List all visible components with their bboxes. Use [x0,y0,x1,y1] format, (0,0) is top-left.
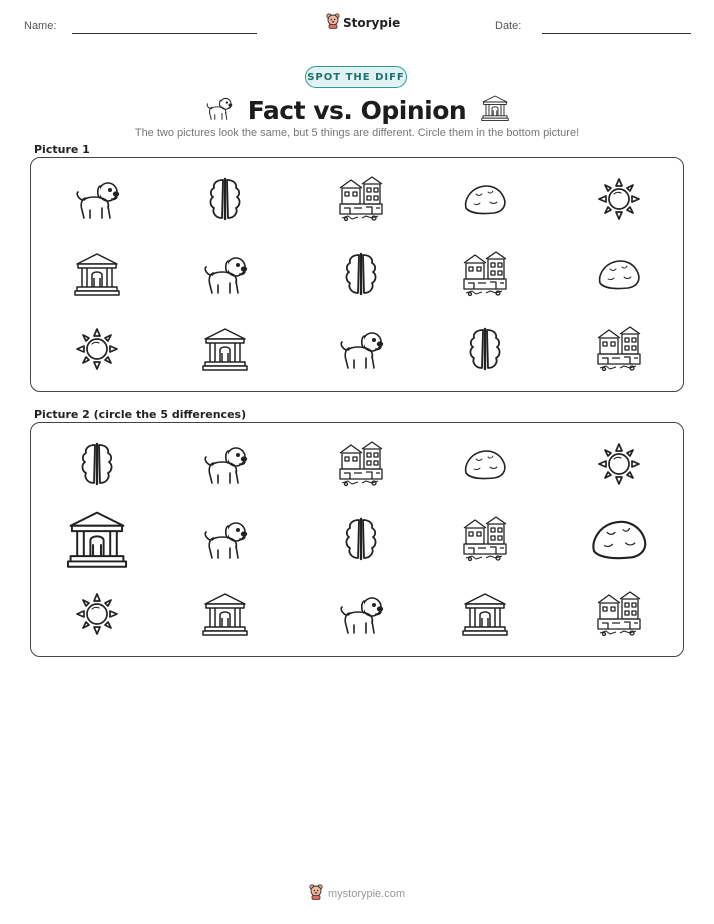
storypie-bear-logo-icon [309,884,323,903]
picture-1-panel [30,157,684,392]
date-line[interactable] [542,33,691,34]
picture-1-rock-icon [460,174,510,224]
name-label: Name: [24,20,57,32]
picture-2-brain-icon[interactable] [72,439,122,489]
instructions: The two pictures look the same, but 5 things are different. Circle them in the bottom picture! [134,127,580,139]
picture-1-town-icon [336,174,386,224]
picture-1-museum-icon [200,324,250,374]
picture-1-puppy-icon [72,174,122,224]
picture-2-museum-icon[interactable] [460,589,510,639]
footer [0,884,714,903]
page-title: Fact vs. Opinion [247,95,467,125]
puppy-icon [204,93,234,127]
picture-1-sun-icon [594,174,644,224]
picture-1-brain-icon [200,174,250,224]
picture-1-puppy-icon [336,324,386,374]
storypie-bear-logo-icon [326,13,340,32]
date-label: Date: [495,20,522,32]
museum-icon [480,93,510,127]
picture-2-museum-icon[interactable] [64,506,130,572]
picture-2-puppy-icon[interactable] [336,589,386,639]
picture-1-town-icon [460,249,510,299]
brand-logo [326,13,400,32]
picture-2-rock-icon[interactable] [586,506,652,572]
picture-2-rock-icon[interactable] [460,439,510,489]
picture-2-town-icon[interactable] [594,589,644,639]
picture-2-town-icon[interactable] [460,514,510,564]
picture-2-panel[interactable] [30,422,684,657]
picture-1-label: Picture 1 [34,143,90,156]
activity-badge: SPOT THE DIFF [305,66,407,88]
picture-2-brain-icon[interactable] [336,514,386,564]
picture-2-sun-icon[interactable] [72,589,122,639]
picture-1-brain-icon [460,324,510,374]
picture-2-label: Picture 2 (circle the 5 differences) [34,408,247,421]
picture-2-puppy-icon[interactable] [200,439,250,489]
picture-2-town-icon[interactable] [336,439,386,489]
name-line[interactable] [72,33,257,34]
title-row [0,92,714,128]
picture-1-puppy-icon [200,249,250,299]
picture-1-brain-icon [336,249,386,299]
picture-1-town-icon [594,324,644,374]
picture-1-sun-icon [72,324,122,374]
picture-2-sun-icon[interactable] [594,439,644,489]
picture-1-museum-icon [72,249,122,299]
picture-2-museum-icon[interactable] [200,589,250,639]
footer-url: mystorypie.com [327,887,406,900]
brand-name: Storypie [343,15,401,30]
picture-2-puppy-icon[interactable] [200,514,250,564]
picture-1-rock-icon [594,249,644,299]
